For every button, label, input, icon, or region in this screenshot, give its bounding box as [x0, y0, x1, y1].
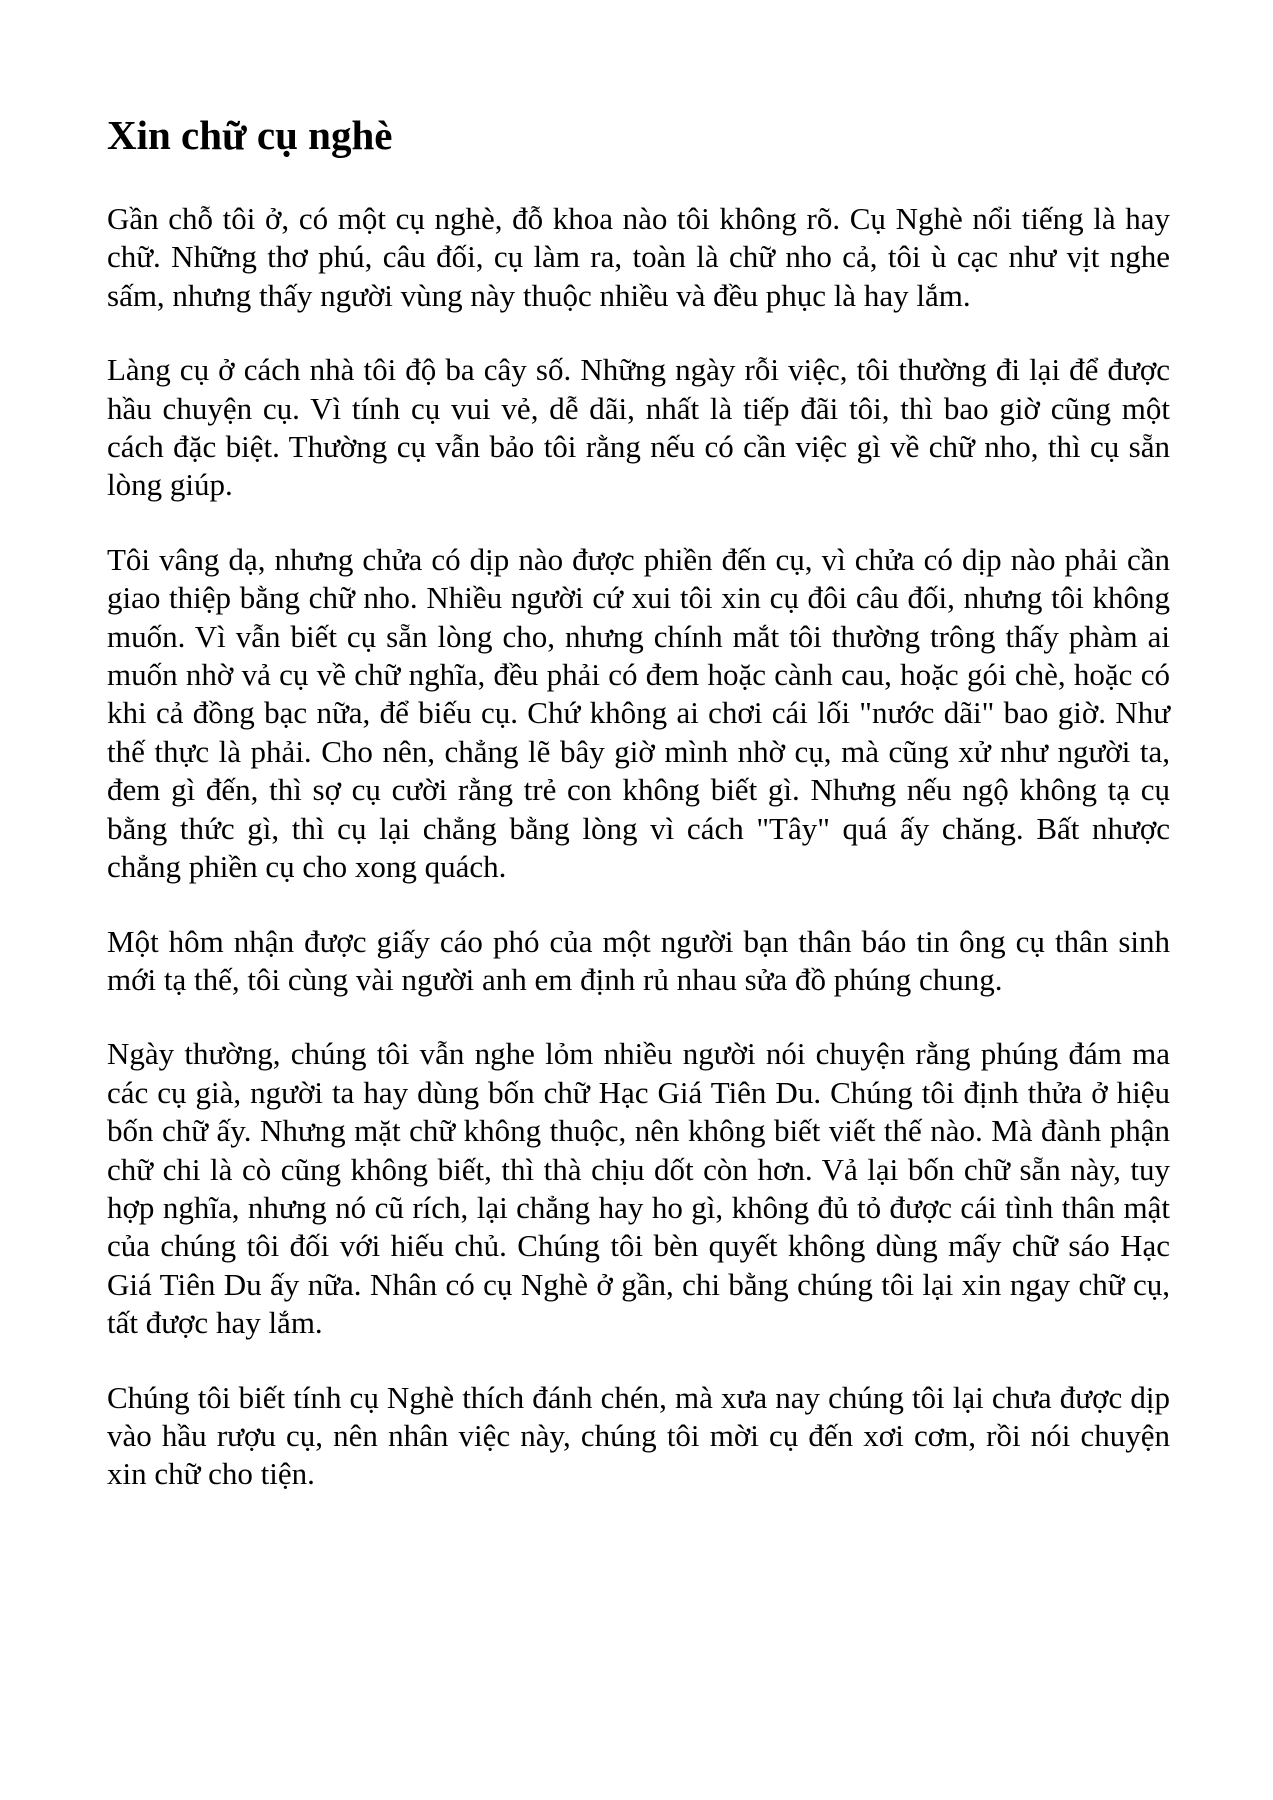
document-title: Xin chữ cụ nghè	[107, 112, 393, 158]
paragraph: Gần chỗ tôi ở, có một cụ nghè, đỗ khoa nào tôi không rõ. Cụ Nghè nổi tiếng là hay chữ. Những thơ phú, câu đối, cụ làm ra, toàn là chữ nho cả, tôi ù cạc như vịt nghe sấm, nhưng thấy người vùng này thuộc nhiều và đều phục là hay lắm.	[107, 201, 1170, 313]
paragraph: Một hôm nhận được giấy cáo phó của một người bạn thân báo tin ông cụ thân sinh mới tạ thế, tôi cùng vài người anh em định rủ nhau sửa đồ phúng chung.	[107, 923, 1170, 997]
document-body	[107, 200, 1170, 1530]
paragraph: Tôi vâng dạ, nhưng chửa có dịp nào được phiền đến cụ, vì chửa có dịp nào phải cần giao thiệp bằng chữ nho. Nhiều người cứ xui tôi xin cụ đôi câu đối, nhưng tôi không muốn. Vì vẫn biết cụ sẵn lòng cho, nhưng chính mắt tôi thường trông thấy phàm ai muốn nhờ vả cụ về chữ nghĩa, đều phải có đem hoặc cành cau, hoặc gói chè, hoặc có khi cả đồng bạc nữa, để biếu cụ. Chứ không ai chơi cái lối "nước dãi" bao giờ. Như thế thực là phải. Cho nên, chẳng lẽ bây giờ mình nhờ cụ, mà cũng xử như người ta, đem gì đến, thì sợ cụ cười rằng trẻ con không biết gì. Nhưng nếu ngộ không tạ cụ bằng thức gì, thì cụ lại chẳng bằng lòng vì cách "Tây" quá ấy chăng. Bất nhược chẳng phiền cụ cho xong quách.	[107, 541, 1170, 885]
paragraph: Chúng tôi biết tính cụ Nghè thích đánh chén, mà xưa nay chúng tôi lại chưa được dịp vào hầu rượu cụ, nên nhân việc này, chúng tôi mời cụ đến xơi cơm, rồi nói chuyện xin chữ cho tiện.	[107, 1379, 1170, 1492]
paragraph: Ngày thường, chúng tôi vẫn nghe lỏm nhiều người nói chuyện rằng phúng đám ma các cụ già, người ta hay dùng bốn chữ Hạc Giá Tiên Du. Chúng tôi định thửa ở hiệu bốn chữ ấy. Nhưng mặt chữ không thuộc, nên không biết viết thế nào. Mà đành phận chữ chi là cò cũng không biết, thì thà chịu dốt còn hơn. Vả lại bốn chữ sẵn này, tuy hợp nghĩa, nhưng nó cũ rích, lại chẳng hay ho gì, không đủ tỏ được cái tình thân mật của chúng tôi đối với hiếu chủ. Chúng tôi bèn quyết không dùng mấy chữ sáo Hạc Giá Tiên Du ấy nữa. Nhân có cụ Nghè ở gần, chi bằng chúng tôi lại xin ngay chữ cụ, tất được hay lắm.	[107, 1036, 1170, 1341]
paragraph: Làng cụ ở cách nhà tôi độ ba cây số. Những ngày rỗi việc, tôi thường đi lại để được hầu chuyện cụ. Vì tính cụ vui vẻ, dễ dãi, nhất là tiếp đãi tôi, thì bao giờ cũng một cách đặc biệt. Thường cụ vẫn bảo tôi rằng nếu có cần việc gì về chữ nho, thì cụ sẵn lòng giúp.	[107, 352, 1170, 503]
